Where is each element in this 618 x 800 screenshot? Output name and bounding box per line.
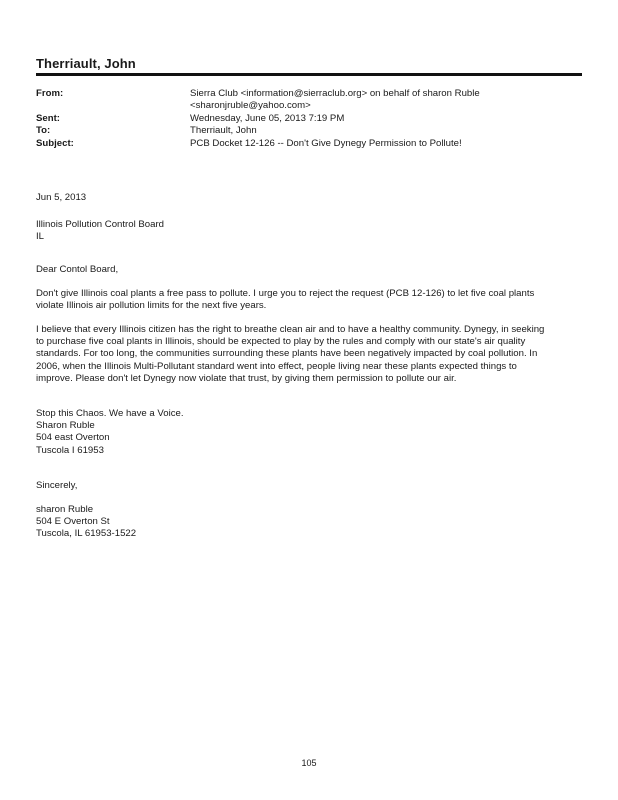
recipient-line: IL: [36, 231, 45, 243]
signature-line: Tuscola, IL 61953-1522: [36, 528, 137, 540]
to-label: To:: [36, 125, 51, 136]
closing-line: Stop this Chaos. We have a Voice.: [36, 408, 184, 419]
closing-signature-2: [36, 504, 584, 541]
greeting: Dear Contol Board,: [36, 264, 119, 275]
letter-date: Jun 5, 2013: [36, 192, 87, 203]
sent-value: Wednesday, June 05, 2013 7:19 PM: [190, 113, 345, 124]
header-divider: [36, 73, 582, 76]
paragraph-line: improve. Please don't let Dynegy now violate that trust, by giving them permission to pollute our air.: [36, 372, 457, 384]
sincerely: Sincerely,: [36, 480, 78, 491]
paragraph-2: [36, 324, 584, 385]
paragraph-line: violate Illinois air pollution limits for the next five years.: [36, 300, 267, 312]
from-value: [190, 88, 570, 112]
paragraph-line: Don't give Illinois coal plants a free pass to pollute. I urge you to reject the request (PCB 12-126) to let five coal plants: [36, 288, 535, 299]
paragraph-line: to purchase five coal plants in Illinois, should be expected to play by the rules and comply with our state's air quality: [36, 336, 526, 348]
paragraph-1: [36, 288, 584, 312]
page-number: 105: [301, 758, 317, 768]
from-value-line: Sierra Club <information@sierraclub.org> on behalf of sharon Ruble: [190, 88, 480, 99]
closing-line: Sharon Ruble: [36, 420, 95, 432]
paragraph-line: 2006, when the Illinois Multi-Pollutant standard went into effect, people living near these plants expected things to: [36, 360, 517, 372]
recipient-line: Illinois Pollution Control Board: [36, 219, 164, 230]
from-email-address: <sharonjruble@yahoo.com>: [190, 100, 311, 111]
mailbox-owner-name: Therriault, John: [36, 56, 136, 71]
to-value: Therriault, John: [190, 125, 257, 136]
signature-line: sharon Ruble: [36, 504, 94, 515]
sent-label: Sent:: [36, 113, 60, 124]
closing-line: Tuscola I 61953: [36, 444, 104, 456]
signature-line: 504 E Overton St: [36, 516, 110, 528]
from-label: From:: [36, 88, 64, 99]
paragraph-line: standards. For too long, the communities surrounding these plants have been negatively impacted by coal pollution. In: [36, 348, 538, 360]
subject-label: Subject:: [36, 138, 74, 149]
closing-line: 504 east Overton: [36, 432, 110, 444]
paragraph-line: I believe that every Illinois citizen has the right to breathe clean air and to have a healthy community. Dynegy, in seeking: [36, 324, 545, 335]
recipient-address: [36, 219, 584, 243]
closing-signature-1: [36, 408, 584, 457]
subject-value: PCB Docket 12-126 -- Don't Give Dynegy Permission to Pollute!: [190, 138, 462, 149]
